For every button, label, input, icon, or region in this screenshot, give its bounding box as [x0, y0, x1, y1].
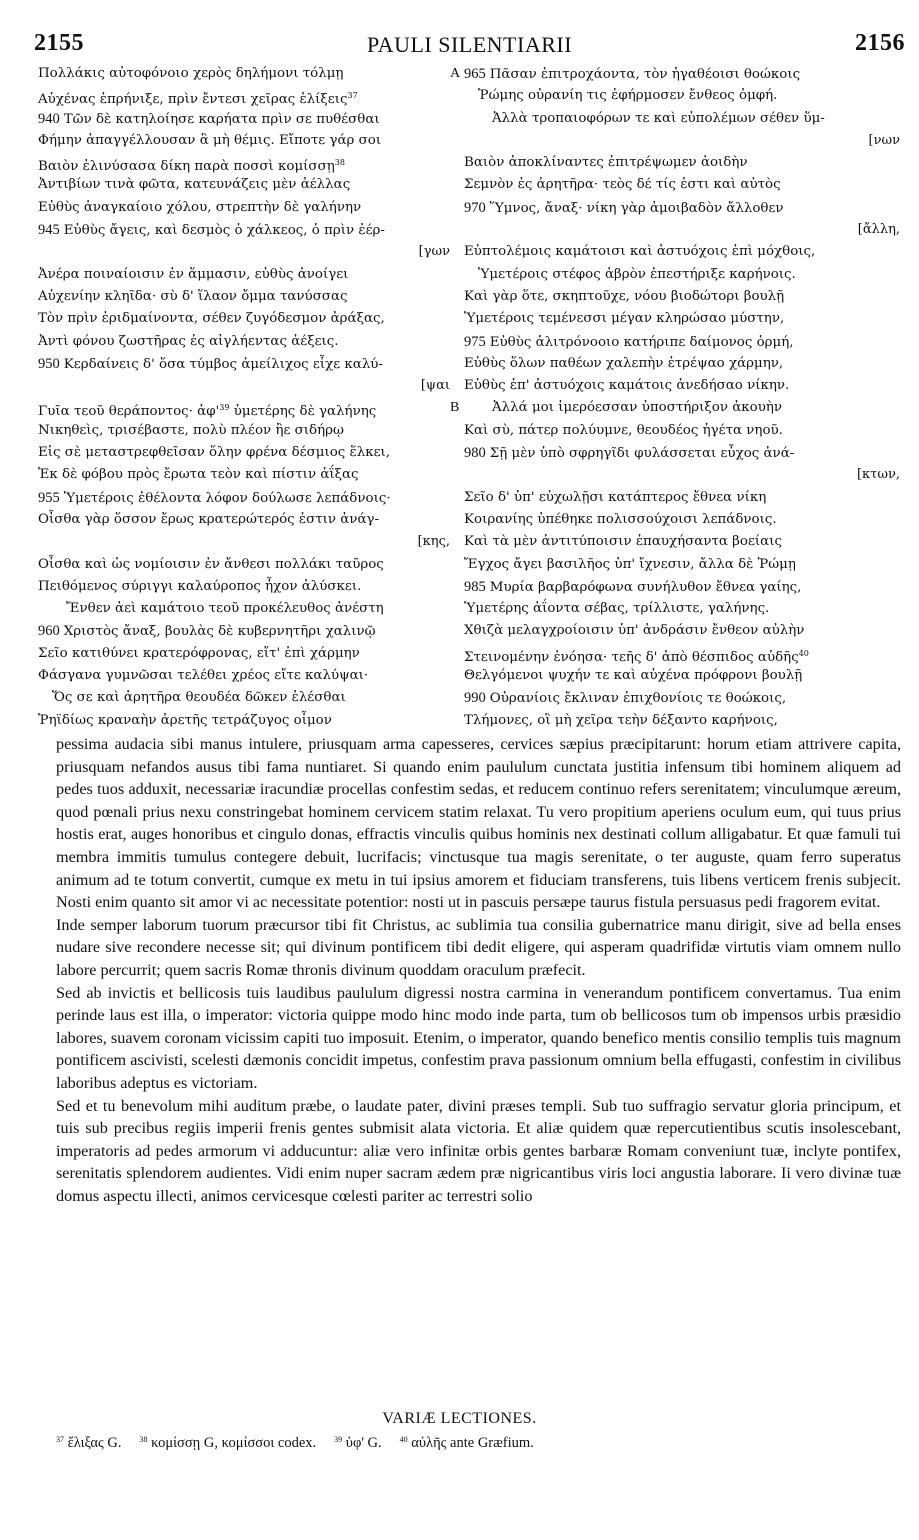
- verse-line: [464, 687, 904, 709]
- verse-text: Ἀνέρα ποιναίοισιν ἐν ἅμμασιν, εὐθὺς ἀνοίγει: [38, 266, 349, 282]
- variant-note: [56, 1435, 121, 1451]
- verse-number: 960: [38, 623, 60, 640]
- verse-line: [38, 554, 454, 576]
- verse-line: [464, 264, 904, 286]
- verse-line: [464, 286, 904, 308]
- page-header: [34, 30, 905, 64]
- verse-text: Μυρία βαρβαρόφωνα συνήλυθον ἔθνεα γαίης,: [489, 579, 802, 595]
- verse-line: [38, 130, 454, 152]
- latin-paragraph: Sed ab invictis et bellicosis tuis laudibus paululum digressi nostra carmina in venerandum pontificem convertamus. Tua enim perinde laus est illa, o imperator: victoria quippe modo hinc modo inde parta, tum ob bellicosos tum ob impensos urbis præsidio labores, suavem coronam vicissim capiti tuo imposuit. Etenim, o imperator, quando benefico mentis consilio templis tuis magnum pontificem ascivisti, scelesti dæmonis concidit impetus, confestim prava passionum omnium bella effugasti, confestim in civilibus laboribus adeptus es victoriam.: [56, 983, 901, 1092]
- verse-line: [38, 620, 454, 642]
- verse-line: [38, 63, 461, 85]
- verse-line: [464, 620, 904, 642]
- verse-text: [κτων,: [856, 467, 900, 483]
- greek-column-right: [464, 63, 904, 732]
- verse-text: Ὕμνος, ἄναξ· νίκη γὰρ ἀμοιβαδὸν ἄλλοθεν: [489, 200, 784, 216]
- verse-text: Πολλάκις αὐτοφόνοιο χερὸς δηλήμονι τόλμῃ: [38, 66, 344, 81]
- verse-line: [464, 219, 904, 241]
- variant-note-text: κομίσσῃ G, κομίσσοι codex.: [151, 1435, 317, 1451]
- verse-text: Τῶν δὲ κατηλοίησε καρήατα πρὶν σε πυθέσθαι: [63, 111, 380, 127]
- verse-text: Εὐπτολέμοις καμάτοισι καὶ ἀστυόχοις ἐπὶ μόχθοις,: [464, 244, 816, 260]
- verse-text: Στεινομένην ἐνόησα· τεῆς δ' ἀπὸ θέσπιδος αὐδῆς: [464, 649, 799, 665]
- verse-line: [464, 108, 904, 130]
- verse-line: [38, 420, 454, 442]
- verse-line: [38, 487, 454, 509]
- verse-line: [464, 130, 904, 152]
- verse-line: [38, 576, 454, 598]
- verse-text: Σεμνὸν ἐς ἀρητῆρα· τεὸς δέ τίς ἐστι καὶ αὐτὸς: [464, 177, 781, 193]
- verse-text: Ἀντιβίων τινὰ φῶτα, κατευνάζεις μὲν ἀέλλας: [38, 177, 351, 193]
- verse-text-continued: ὑμετέρης δὲ γαλήνης: [229, 404, 377, 420]
- verse-line: [38, 531, 454, 553]
- verse-number: 940: [38, 110, 60, 127]
- variant-note-number: 39: [334, 1435, 343, 1444]
- verse-line: [38, 375, 454, 397]
- verse-text: Ἔνθεν ἀεὶ καμάτοιο τεοῦ προκέλευθος ἀνέστη: [66, 601, 384, 617]
- verse-line: [38, 710, 454, 732]
- verse-text: Εἰς σὲ μεταστρεφθεῖσαν ὅλην φρένα δέσμιος ἕλκει,: [38, 445, 391, 461]
- verse-text: Εὐθὺς ἐπ' ἀστυόχοις καμάτοις ἀνεδήσαο νίκην.: [464, 378, 790, 394]
- verse-line: [464, 241, 904, 263]
- variant-note-number: 37: [56, 1435, 64, 1444]
- verse-number: 980: [464, 445, 486, 462]
- verse-line: [464, 331, 904, 353]
- variant-note-number: 40: [399, 1435, 408, 1444]
- verse-text: Ὑμετέροις στέφος ἁβρὸν ἐπεστήριξε καρήνοις.: [478, 266, 796, 282]
- verse-text: Ἐκ δὲ φόβου πρὸς ἔρωτα τεὸν καὶ πίστιν ἀΐξας: [38, 467, 359, 483]
- verse-text: Σεῖο δ' ὑπ' εὐχωλῇσι κατάπτερος ἔθνεα νίκη: [464, 489, 767, 505]
- verse-text: Κοιρανίης ὑπέθηκε πολισσούχοισι λεπάδνοις.: [464, 511, 777, 527]
- verse-text: Εὐθὺς ἀναγκαίοιο χόλου, στρεπτὴν δὲ γαλήνην: [38, 199, 362, 215]
- variae-lectiones-notes: [56, 1435, 906, 1452]
- verse-text: Σῇ μὲν ὑπὸ σφρηγῖδι φυλάσσεται εὖχος ἀνά-: [489, 446, 795, 462]
- verse-line: [464, 375, 904, 397]
- verse-text: [γων: [418, 244, 450, 260]
- verse-number: 955: [38, 489, 60, 506]
- verse-text: Καὶ γὰρ ὅτε, σκηπτοῦχε, νόου βιοδώτορι βουλῇ: [464, 288, 785, 304]
- margin-section-letter: B: [450, 400, 460, 416]
- variant-note: [139, 1435, 316, 1451]
- verse-line: [38, 331, 454, 353]
- verse-line: [464, 85, 904, 107]
- verse-line: [464, 174, 904, 196]
- verse-text: Βαιὸν ἐλινύσασα δίκη παρὰ ποσσὶ κομίσσῃ: [38, 159, 335, 175]
- verse-text: Ὑμετέρης ἀΐοντα σέβας, τρίλλιστε, γαλήνης.: [464, 601, 770, 617]
- verse-text: Χριστὸς ἄναξ, βουλὰς δὲ κυβερνητῆρι χαλινῷ: [63, 624, 376, 640]
- verse-text: Ἀντὶ φόνου ζωστῆρας ἐς αἰγλήεντας ἀέξεις.: [38, 333, 339, 349]
- running-title: PAULI SILENTIARII: [366, 32, 573, 57]
- verse-text: Εὐθὺς ἀλιτρόνοοιο κατήριπε δαίμονος ὁρμή,: [489, 334, 794, 350]
- verse-line: [38, 308, 454, 330]
- verse-text: Πειθόμενος σύριγγι καλαύροπος ἦχον ἀλύσκει.: [38, 578, 362, 594]
- variae-lectiones-heading: VARIÆ LECTIONES.: [382, 1410, 537, 1427]
- footnote-marker: 37: [347, 91, 358, 101]
- verse-text: Θελγόμενοι ψυχήν τε καὶ αὐχένα πρόφρονι βουλῇ: [464, 668, 803, 684]
- verse-text: Καὶ σὺ, πάτερ πολύυμνε, θεουδέος ἡγέτα νηοῦ.: [464, 422, 783, 438]
- verse-line: [464, 197, 904, 219]
- verse-text: Ῥώμης οὐρανίη τις ἐφήρμοσεν ἔνθεος ὀμφή.: [478, 88, 778, 104]
- verse-line: [464, 531, 904, 553]
- verse-text: Αὐχένας ἐπρήνιξε, πρὶν ἔντεσι χεῖρας ἑλίξεις: [38, 92, 348, 108]
- verse-number: 975: [464, 333, 486, 350]
- verse-text: Νικηθεὶς, τρισέβαστε, πολὺ πλέον ἢε σιδήρῳ: [38, 422, 344, 438]
- verse-text: Ἀλλά μοι ἱμερόεσσαν ὑποστήριξον ἀκουὴν: [492, 400, 783, 416]
- verse-text: Ἀλλὰ τροπαιοφόρων τε καὶ εὐπολέμων σέθεν ὕμ-: [492, 110, 825, 126]
- verse-line: [38, 598, 454, 620]
- verse-text: Ὅς σε καὶ ἀρητῆρα θεουδέα δῶκεν ἑλέσθαι: [52, 690, 346, 706]
- verse-number: 950: [38, 355, 60, 372]
- verse-line: [38, 152, 454, 174]
- verse-text: [ἄλλη,: [857, 222, 900, 238]
- variant-note: [400, 1435, 534, 1451]
- verse-text: [ψαι: [420, 378, 450, 394]
- verse-number: 985: [464, 578, 486, 595]
- verse-text: Βαιὸν ἀποκλίναντες ἐπιτρέψωμεν ἀοιδὴν: [464, 155, 748, 171]
- footnote-marker: 39: [219, 403, 230, 413]
- verse-text: Καὶ τὰ μὲν ἀντιτύποισιν ἐπαυχήσαντα βοείαις: [464, 534, 782, 550]
- variant-note-text: ἔλιξας G.: [67, 1435, 122, 1451]
- verse-text: Εὐθὺς ἄγεις, καὶ δεσμὸς ὁ χάλκεος, ὁ πρὶν ἐέρ-: [63, 223, 385, 239]
- verse-text: Ἔγχος ἄγει βασιλῆος ὑπ' ἴχνεσιν, ἄλλα δὲ Ῥώμῃ: [464, 556, 796, 572]
- verse-text: Κερδαίνεις δ' ὅσα τύμβος ἀμείλιχος εἶχε καλύ-: [63, 356, 383, 372]
- verse-text: Ὑμετέροις ἐθέλοντα λόφον δούλωσε λεπάδνοις·: [63, 490, 391, 506]
- verse-text: Εὐθὺς ὅλων παθέων χαλεπὴν ἐτρέψαο χάρμην,: [464, 355, 784, 371]
- verse-line: [38, 108, 454, 130]
- verse-line: [38, 219, 454, 241]
- verse-line: [38, 665, 454, 687]
- verse-text: Ῥηϊδίως κραναὴν ἀρετῆς τετράζυγος οἶμον: [38, 712, 332, 728]
- verse-line: [464, 442, 904, 464]
- verse-line: [38, 174, 454, 196]
- variant-note-number: 38: [139, 1435, 148, 1444]
- verse-text: Φήμην ἀπαγγέλλουσαν ἃ μὴ θέμις. Εἴποτε γάρ σοι: [38, 132, 382, 148]
- page-number-right: 2156: [855, 30, 905, 56]
- verse-number: 970: [464, 199, 486, 216]
- verse-line: [38, 286, 454, 308]
- verse-line: [38, 197, 454, 219]
- verse-line: [38, 241, 454, 263]
- footnote-marker: 38: [334, 158, 345, 168]
- verse-line: [38, 643, 454, 665]
- verse-line: [38, 442, 454, 464]
- verse-line: [464, 308, 904, 330]
- variant-note: [334, 1435, 382, 1451]
- verse-text: Οἶσθα καὶ ὡς νομίοισιν ἐν ἄνθεσι πολλάκι ταῦρος: [38, 556, 384, 572]
- verse-number: 945: [38, 222, 60, 239]
- verse-text: [κης,: [417, 534, 450, 550]
- verse-number: 990: [464, 690, 486, 707]
- verse-text: Ὑμετέροις τεμένεσσι μέγαν κληρώσαο μύστην,: [464, 311, 785, 327]
- margin-section-letter: A: [450, 66, 461, 81]
- verse-text: Πᾶσαν ἐπιτροχάοντα, τὸν ἠγαθέοισι θοώκοις: [489, 67, 801, 82]
- verse-line: [464, 152, 904, 174]
- verse-text: Τὸν πρὶν ἐριδμαίνοντα, σέθεν ζυγόδεσμον ἀράξας,: [38, 311, 385, 327]
- footnote-marker: 40: [798, 648, 809, 658]
- verse-text: Χθιζὰ μελαγχροίοισιν ὑπ' ἀνδράσιν ἔνθεον αὐλὴν: [464, 623, 805, 639]
- verse-line: [464, 63, 904, 85]
- verse-line: [464, 643, 904, 665]
- verse-line: [464, 576, 904, 598]
- verse-text: Γυῖα τεοῦ θεράποντος· ἀφ': [38, 404, 220, 420]
- verse-line: [38, 687, 454, 709]
- verse-text: Φάσγανα γυμνῶσαι τελέθει χρέος εἴτε καλύψαι·: [38, 668, 369, 684]
- verse-line: [38, 509, 454, 531]
- verse-line: [464, 554, 904, 576]
- verse-line: [464, 397, 904, 419]
- latin-paragraph: Sed et tu benevolum mihi auditum præbe, o laudate pater, divini præses templi. Sub tuo suffragio servatur gloria principum, et tuis sub precibus regiis imperii frenis gentes submisit alata victoria. Et aliæ quidem quæ repercutientibus scutis insolescebant, imperatoris ad pedes armorum vi adducuntur: aliæ vero infinitæ orbis gentes barbaræ Romam conveniunt tuæ, inclyte pontifex, serenitatis splendorem audientes. Vidi enim nuper sacram ædem præ nigricantibus viris loci angustia laborare. Ii vero divinæ tuæ domus aspectu illecti, animos cervicesque cœlesti pariter ac terrestri solio: [56, 1096, 901, 1205]
- verse-line: [38, 264, 454, 286]
- verse-line: [38, 85, 454, 107]
- latin-paragraph: pessima audacia sibi manus intulere, priusquam arma capesseres, cervices sæpius præcipitarunt: horum etiam attrivere capita, priusquam nefandos ausus tibi fama nuntiaret. Si quando enim paululum cunctata justitia infensum tibi hominem aliquem ad pedes tuos adduxit, necessariæ iracundiæ procellas confestim sedas, et reducem continuo refers serenitatem; vinculumque æreum, quod pœnali prius nexu constringebat hominem cervicem statim relaxat. Tu vero propitium aperiens oculum eum, qui tuus prius hostis erat, auges honoribus et cingulo donas, effractis vinculis quibus hominis nex destinati collum alligabatur. Et quæ famuli tui membra immitis tumulus contegere debuit, lucrifacis; vinctusque tua magis serenitate, o ter auguste, quam ferro superatus animum ad te totum convertit, cumque ex metu in tui ipsius amorem et fiduciam transferens, tuis libens verticem frenis subjecit. Nosti enim quanto sit amor vi ac necessitate potentior: nosti ut in pascuis persæpe taurus fistula persuasus pedi fragorem evitat.: [56, 735, 901, 912]
- verse-text: [νων: [868, 132, 900, 148]
- verse-line: [464, 665, 904, 687]
- verse-number: 965: [464, 66, 486, 82]
- verse-line: [464, 464, 904, 486]
- verse-line: [464, 509, 904, 531]
- page-number-left: 2155: [34, 30, 84, 56]
- verse-line: [464, 487, 904, 509]
- verse-line: [464, 420, 904, 442]
- verse-text: Σεῖο κατιθύνει κρατερόφρονας, εἴτ' ἐπὶ χάρμην: [38, 645, 360, 661]
- variant-note-text: αὐλῆς ante Græfium.: [411, 1435, 534, 1451]
- latin-paragraph: Inde semper laborum tuorum præcursor tibi fit Christus, ac sublimia tua consilia gubernatrice manu dirigit, sive ad bella enses nudare sive recondere necesse sit; qui divinum pontificem tibi dedit eligere, qui asperam quadrifidæ virtutis viam omnem nullo labore percurrit; quem sacris Romæ thronis divinum quoddam oraculum præfecit.: [56, 915, 901, 979]
- verse-line: [38, 353, 454, 375]
- verse-text: Οἶσθα γὰρ ὅσσον ἔρως κρατερώτερός ἐστιν ἀνάγ-: [38, 511, 380, 527]
- verse-text: Οὐρανίοις ἔκλιναν ἐπιχθονίοις τε θοώκοις,: [489, 691, 787, 707]
- verse-line: [38, 397, 460, 420]
- verse-line: [464, 353, 904, 375]
- verse-text: Αὐχενίην κληῖδα· σὺ δ' ἵλαον ὄμμα τανύσσας: [38, 288, 348, 304]
- variant-note-text: ὑφ' G.: [345, 1435, 382, 1451]
- verse-text: Τλήμονες, οἳ μὴ χεῖρα τεὴν δέξαντο καρήνοις,: [464, 712, 778, 728]
- verse-line: [464, 598, 904, 620]
- verse-line: [38, 464, 454, 486]
- greek-column-left: [38, 63, 461, 732]
- verse-line: [464, 710, 904, 732]
- latin-translation: [56, 733, 901, 1207]
